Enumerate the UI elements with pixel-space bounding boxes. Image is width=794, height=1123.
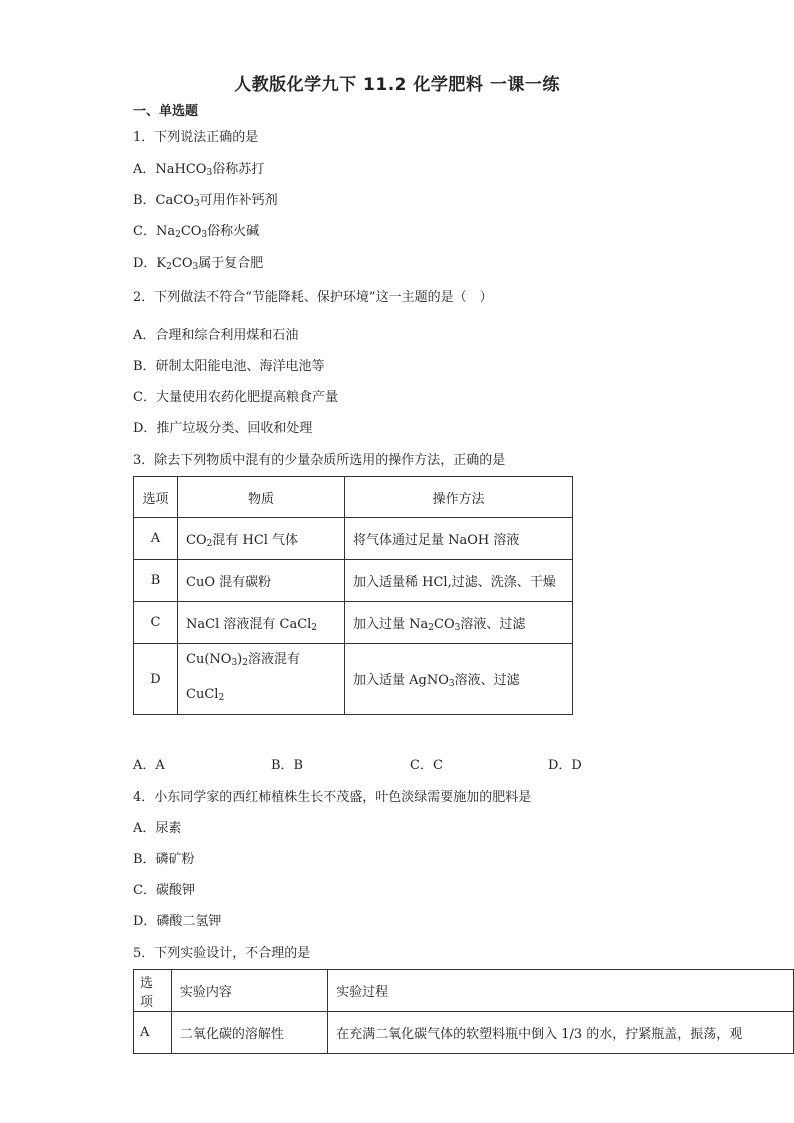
question-5-table xyxy=(133,969,794,1054)
table-cell-substance: CuO 混有碳粉 xyxy=(178,560,345,602)
table-header-cell: 物质 xyxy=(178,477,345,518)
table-row xyxy=(134,560,573,602)
question-3-option-b: B．B xyxy=(271,758,304,773)
table-header-cell: 实验过程 xyxy=(328,970,794,1012)
table-cell-method: 加入过量 $Na_2CO_3$溶液、过滤 xyxy=(345,602,573,644)
table-cell-substance: $Cu(NO_3)_2$溶液混有 CuCl$_2$ xyxy=(178,644,345,715)
table-row xyxy=(134,602,573,644)
question-1-option-d: D．$K_2CO_3$属于复合肥 xyxy=(133,256,264,272)
table-header-cell: 操作方法 xyxy=(345,477,573,518)
question-3-option-a: A．A xyxy=(133,758,165,773)
question-3-stem: 3．除去下列物质中混有的少量杂质所选用的操作方法，正确的是 xyxy=(133,453,506,468)
table-cell-option: A xyxy=(134,1012,172,1054)
table-row xyxy=(134,1012,794,1054)
table-cell-option: C xyxy=(134,602,178,644)
question-3-option-c: C．C xyxy=(410,758,443,773)
question-4-option-b: B．磷矿粉 xyxy=(133,852,195,867)
question-4-option-d: D．磷酸二氢钾 xyxy=(133,914,222,929)
table-header-row xyxy=(134,970,794,1012)
table-cell-substance: $CO_2$混有 HCl 气体 xyxy=(178,518,345,560)
question-4-stem: 4．小东同学家的西红柿植株生长不茂盛，叶色淡绿需要施加的肥料是 xyxy=(133,790,532,805)
table-cell-method: 加入适量 AgNO$_3$溶液、过滤 xyxy=(345,644,573,715)
section-heading: 一、单选题 xyxy=(133,104,199,119)
page-title: 人教版化学九下 11.2 化学肥料 一课一练 xyxy=(234,75,560,95)
question-4-option-c: C．碳酸钾 xyxy=(133,883,195,898)
table-row xyxy=(134,644,573,715)
question-1-option-c: C．$Na_2CO_3$俗称火碱 xyxy=(133,224,260,240)
table-header-cell: 选项 xyxy=(134,477,178,518)
table-header-row xyxy=(134,477,573,518)
question-2-option-d: D．推广垃圾分类、回收和处理 xyxy=(133,421,313,436)
table-header-cell: 选项 xyxy=(134,970,172,1012)
table-header-cell: 实验内容 xyxy=(171,970,327,1012)
question-4-option-a: A．尿素 xyxy=(133,821,182,836)
table-cell-option: B xyxy=(134,560,178,602)
question-2-option-c: C．大量使用农药化肥提高粮食产量 xyxy=(133,390,338,405)
question-2-stem: 2．下列做法不符合“节能降耗、保护环境”这一主题的是（ ） xyxy=(133,290,493,305)
table-row xyxy=(134,518,573,560)
question-5-stem: 5．下列实验设计，不合理的是 xyxy=(133,946,311,961)
table-cell-substance: NaCl 溶液混有 CaCl$_2$ xyxy=(178,602,345,644)
question-2-option-a: A．合理和综合利用煤和石油 xyxy=(133,328,299,343)
table-cell-option: A xyxy=(134,518,178,560)
question-3-options xyxy=(133,758,582,774)
question-3-table xyxy=(133,476,573,715)
table-cell-content: 二氧化碳的溶解性 xyxy=(171,1012,327,1054)
question-2-option-b: B．研制太阳能电池、海洋电池等 xyxy=(133,359,325,374)
table-cell-method: 加入适量稀 HCl,过滤、洗涤、干燥 xyxy=(345,560,573,602)
question-1-option-a: A．NaHCO$_3$俗称苏打 xyxy=(133,162,265,178)
table-cell-method: 将气体通过足量 NaOH 溶液 xyxy=(345,518,573,560)
table-cell-process: 在充满二氧化碳气体的软塑料瓶中倒入 1/3 的水，拧紧瓶盖，振荡，观 xyxy=(328,1012,794,1054)
question-3-option-d: D．D xyxy=(548,758,582,773)
question-1-stem: 1．下列说法正确的是 xyxy=(133,130,259,145)
question-1-option-b: B．CaCO$_3$可用作补钙剂 xyxy=(133,193,278,209)
table-cell-option: D xyxy=(134,644,178,715)
